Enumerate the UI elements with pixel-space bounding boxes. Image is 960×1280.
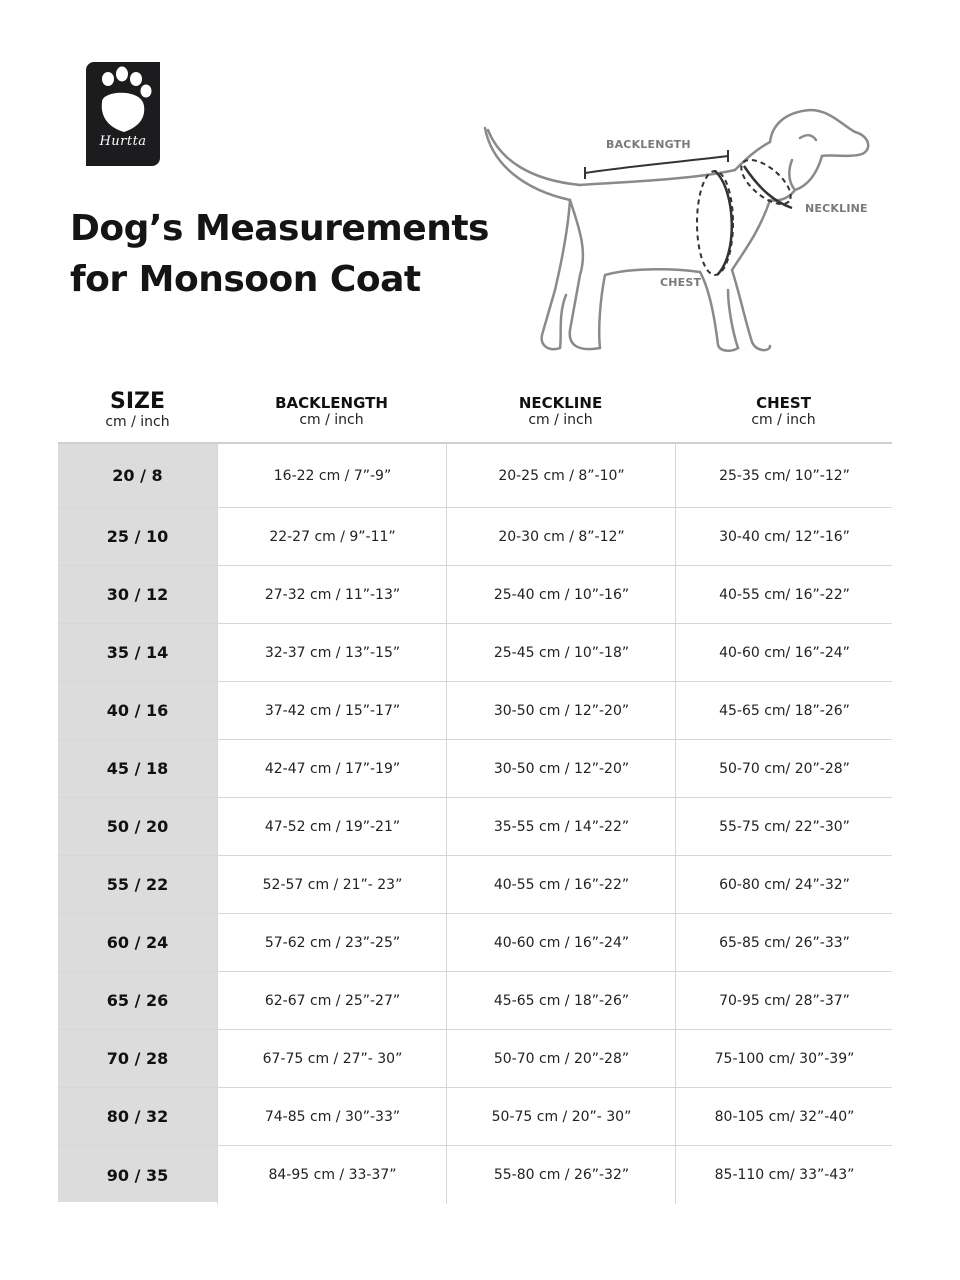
cell-neckline: 50-75 cm / 20”- 30” xyxy=(446,1088,676,1145)
table-row xyxy=(58,972,892,1030)
cell-neckline: 25-40 cm / 10”-16” xyxy=(446,566,676,623)
cell-chest: 45-65 cm/ 18”-26” xyxy=(675,682,893,739)
header-neckline: NECKLINE cm / inch xyxy=(518,394,603,428)
size-table xyxy=(58,444,892,1204)
table-row xyxy=(58,508,892,566)
neckline-front xyxy=(744,166,792,208)
table-row xyxy=(58,856,892,914)
cell-backlength: 84-95 cm / 33-37” xyxy=(217,1146,447,1204)
cell-size: 90 / 35 xyxy=(106,1165,169,1185)
cell-size: 25 / 10 xyxy=(106,527,169,546)
table-row xyxy=(58,914,892,972)
chest-label: CHEST xyxy=(660,276,702,289)
neckline-label: NECKLINE xyxy=(805,202,868,215)
dog-measurement-diagram xyxy=(470,90,900,380)
title-line-2: for Monsoon Coat xyxy=(70,259,421,300)
table-row xyxy=(58,1088,892,1146)
paw-icon xyxy=(86,62,160,166)
cell-chest: 50-70 cm/ 20”-28” xyxy=(675,740,893,797)
table-header xyxy=(58,390,892,442)
cell-backlength: 37-42 cm / 15”-17” xyxy=(217,682,447,739)
cell-backlength: 47-52 cm / 19”-21” xyxy=(217,798,447,855)
cell-neckline: 40-55 cm / 16”-22” xyxy=(446,856,676,913)
table-row xyxy=(58,798,892,856)
cell-backlength: 22-27 cm / 9”-11” xyxy=(217,508,447,565)
backlength-label: BACKLENGTH xyxy=(606,138,691,151)
header-chest: CHEST cm / inch xyxy=(751,394,816,428)
table-row xyxy=(58,444,892,508)
cell-neckline: 45-65 cm / 18”-26” xyxy=(446,972,676,1029)
table-row xyxy=(58,682,892,740)
table-row xyxy=(58,740,892,798)
cell-size: 55 / 22 xyxy=(106,875,169,894)
cell-size: 30 / 12 xyxy=(106,585,169,604)
cell-chest: 25-35 cm/ 10”-12” xyxy=(675,444,893,507)
cell-backlength: 52-57 cm / 21”- 23” xyxy=(217,856,447,913)
cell-backlength: 74-85 cm / 30”-33” xyxy=(217,1088,447,1145)
cell-neckline: 30-50 cm / 12”-20” xyxy=(446,740,676,797)
cell-size: 40 / 16 xyxy=(106,701,169,720)
cell-chest: 80-105 cm/ 32”-40” xyxy=(675,1088,893,1145)
cell-neckline: 20-25 cm / 8”-10” xyxy=(446,444,676,507)
table-row xyxy=(58,1146,892,1204)
cell-chest: 40-55 cm/ 16”-22” xyxy=(675,566,893,623)
cell-backlength: 67-75 cm / 27”- 30” xyxy=(217,1030,447,1087)
title-line-1: Dog’s Measurements xyxy=(70,208,489,249)
cell-chest: 85-110 cm/ 33”-43” xyxy=(675,1146,893,1204)
cell-neckline: 55-80 cm / 26”-32” xyxy=(446,1146,676,1204)
header-size: SIZE cm / inch xyxy=(105,389,170,430)
cell-neckline: 35-55 cm / 14”-22” xyxy=(446,798,676,855)
cell-neckline: 50-70 cm / 20”-28” xyxy=(446,1030,676,1087)
cell-chest: 75-100 cm/ 30”-39” xyxy=(675,1030,893,1087)
cell-size: 45 / 18 xyxy=(106,759,169,778)
cell-size: 20 / 8 xyxy=(112,466,163,485)
cell-size: 65 / 26 xyxy=(106,991,169,1010)
cell-backlength: 32-37 cm / 13”-15” xyxy=(217,624,447,681)
neckline-marker xyxy=(734,152,798,212)
cell-backlength: 57-62 cm / 23”-25” xyxy=(217,914,447,971)
cell-neckline: 20-30 cm / 8”-12” xyxy=(446,508,676,565)
page-title xyxy=(70,203,489,305)
cell-backlength: 27-32 cm / 11”-13” xyxy=(217,566,447,623)
cell-neckline: 30-50 cm / 12”-20” xyxy=(446,682,676,739)
cell-chest: 55-75 cm/ 22”-30” xyxy=(675,798,893,855)
cell-size: 35 / 14 xyxy=(106,643,169,662)
chest-front xyxy=(715,171,732,275)
table-row xyxy=(58,566,892,624)
cell-size: 80 / 32 xyxy=(106,1107,169,1126)
cell-size: 60 / 24 xyxy=(106,933,169,952)
cell-chest: 65-85 cm/ 26”-33” xyxy=(675,914,893,971)
brand-name: Hurtta xyxy=(99,134,147,149)
cell-backlength: 42-47 cm / 17”-19” xyxy=(217,740,447,797)
header-backlength: BACKLENGTH cm / inch xyxy=(275,394,388,428)
cell-chest: 30-40 cm/ 12”-16” xyxy=(675,508,893,565)
cell-backlength: 16-22 cm / 7”-9” xyxy=(217,444,447,507)
cell-size: 70 / 28 xyxy=(106,1049,169,1068)
cell-neckline: 40-60 cm / 16”-24” xyxy=(446,914,676,971)
table-row xyxy=(58,624,892,682)
cell-neckline: 25-45 cm / 10”-18” xyxy=(446,624,676,681)
cell-backlength: 62-67 cm / 25”-27” xyxy=(217,972,447,1029)
cell-chest: 40-60 cm/ 16”-24” xyxy=(675,624,893,681)
table-row xyxy=(58,1030,892,1088)
cell-chest: 70-95 cm/ 28”-37” xyxy=(675,972,893,1029)
brand-logo xyxy=(86,62,160,166)
cell-chest: 60-80 cm/ 24”-32” xyxy=(675,856,893,913)
cell-size: 50 / 20 xyxy=(106,817,169,836)
